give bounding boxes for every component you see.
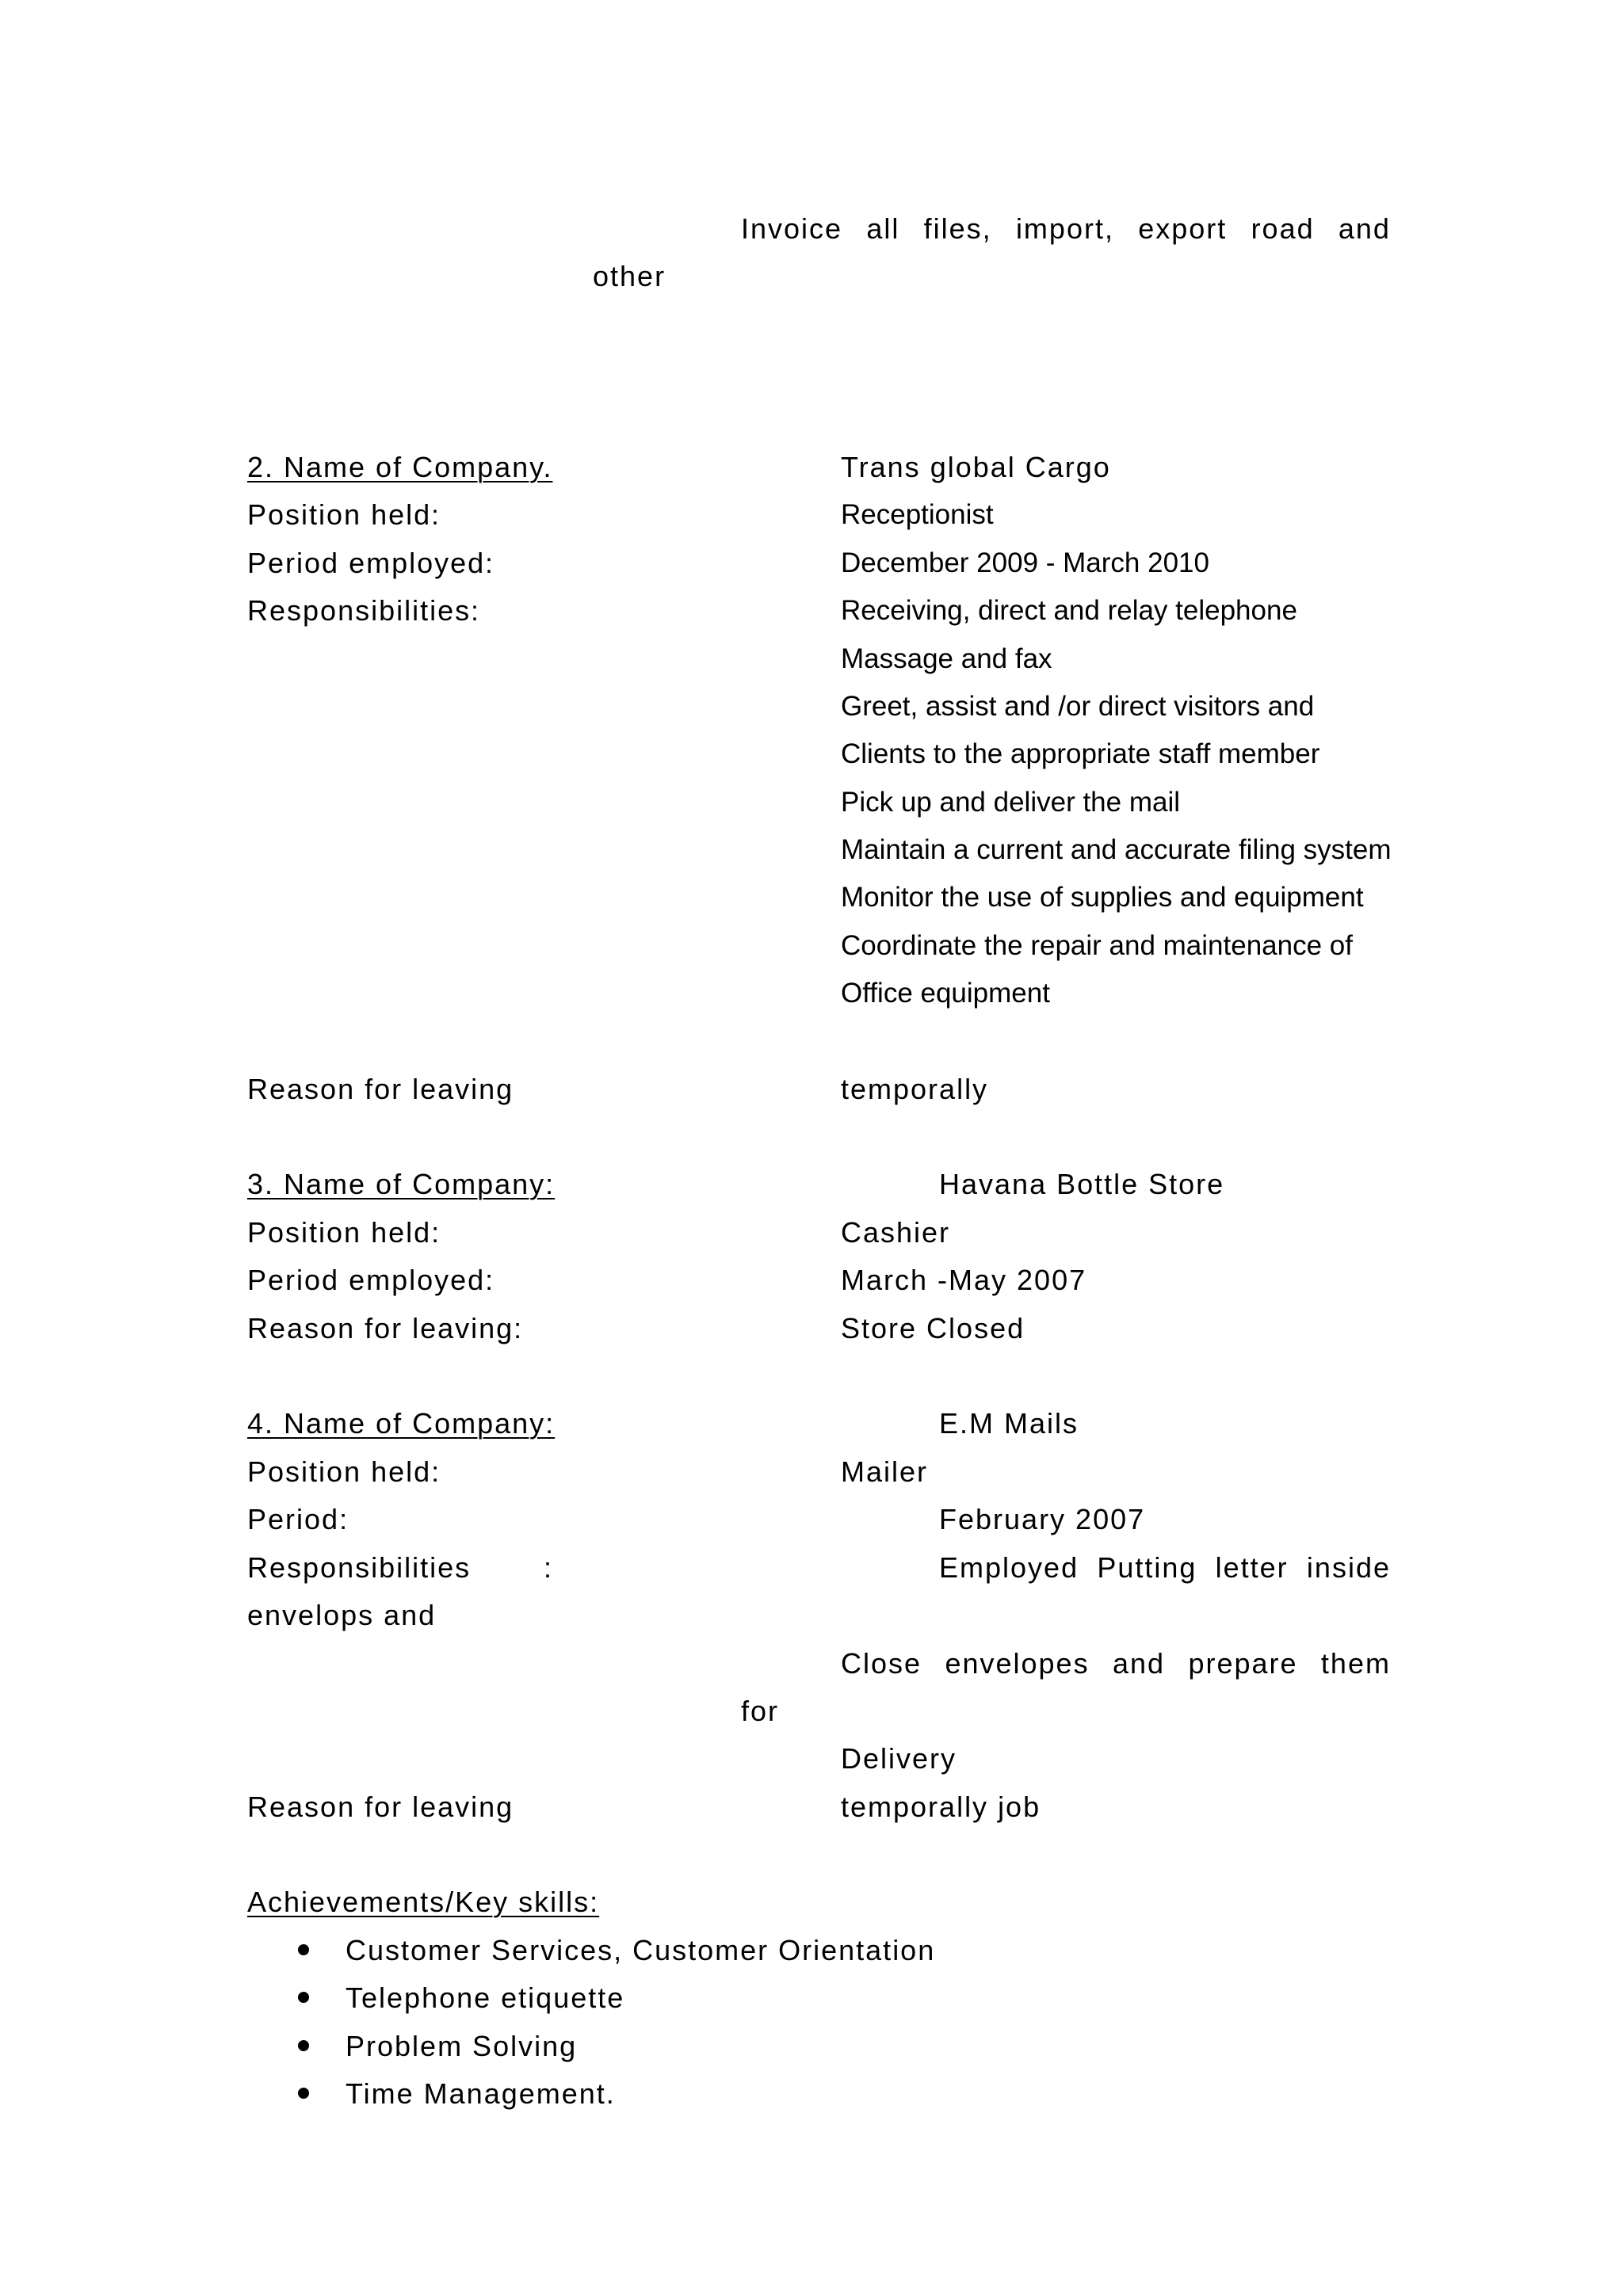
responsibility-item: Receiving, direct and relay telephone [841,595,1297,626]
responsibility-item: Monitor the use of supplies and equipment [841,882,1364,913]
skill-item: Telephone etiquette [346,1981,625,2014]
company4-position-value: Mailer [841,1455,929,1488]
bullet-icon [298,1992,309,2003]
invoice-word: files, [923,212,992,245]
invoice-word: road [1251,212,1315,245]
company2-resp-label [247,593,479,629]
company3-period-label: Period employed: [247,1264,495,1296]
label-text: Period employed [247,547,486,579]
company2-position-value: Receptionist [841,499,994,530]
bullet-icon [298,2040,309,2051]
invoice-word: Invoice [741,212,843,245]
skill-item: Time Management. [346,2077,616,2110]
company3-reason-label: Reason for leaving: [247,1312,524,1344]
responsibility-item: Greet, assist and /or direct visitors and [841,691,1315,722]
invoice-word: export [1138,212,1228,245]
skill-item: Customer Services, Customer Orientation [346,1934,936,1966]
label-colon: : [485,548,493,579]
responsibility-item: Clients to the appropriate staff member [841,738,1320,769]
invoice-word: import, [1015,212,1114,245]
company2-period-value: December 2009 - March 2010 [841,547,1209,578]
company3-period-value: March -May 2007 [841,1264,1087,1296]
company4-resp-line [841,1646,1391,1681]
responsibility-item: Pick up and deliver the mail [841,787,1180,818]
responsibility-item: Office equipment [841,978,1050,1009]
label-text: Position held [247,498,432,531]
label-text: Responsibilities [247,594,472,627]
company4-position-label: Position held: [247,1455,441,1488]
company2-reason-label: Reason for leaving [247,1073,514,1105]
invoice-word: and [1338,212,1391,245]
company4-resp-line: envelops and [247,1599,437,1631]
label-colon: : [471,596,479,627]
invoice-line [741,212,1391,246]
company2-period-label [247,546,493,582]
resp-word: Putting [1097,1551,1197,1584]
bullet-icon [298,2088,309,2099]
company2-reason-value: temporally [841,1073,989,1105]
company4-resp-label: Responsibilities [247,1551,472,1584]
company2-name: Trans global Cargo [841,451,1111,483]
invoice-word: all [866,212,900,245]
responsibility-item: Coordinate the repair and maintenance of [841,930,1353,961]
company4-resp-line: Delivery [841,1742,957,1775]
company4-resp-colon: : [544,1551,554,1584]
resp-word: envelopes [945,1647,1090,1680]
resp-word: inside [1306,1551,1391,1584]
resp-word: Employed [939,1551,1079,1584]
resp-word: them [1320,1647,1391,1680]
skill-item: Problem Solving [346,2030,578,2062]
achievements-heading: Achievements/Key skills: [247,1886,600,1918]
company2-position-label [247,498,439,533]
invoice-other: other [593,260,666,292]
company2-heading: 2. Name of Company. [247,451,553,483]
company3-name: Havana Bottle Store [939,1168,1225,1200]
company3-position-value: Cashier [841,1216,951,1249]
company4-period-label: Period: [247,1503,349,1535]
resp-word: letter [1215,1551,1289,1584]
label-colon: : [431,500,439,531]
company4-name: E.M Mails [939,1407,1079,1440]
resp-word: Close [841,1647,922,1680]
company3-reason-value: Store Closed [841,1312,1025,1344]
bullet-icon [298,1944,309,1955]
resp-word: prepare [1188,1647,1298,1680]
company4-period-value: February 2007 [939,1503,1146,1535]
company3-heading: 3. Name of Company: [247,1168,556,1200]
resp-word: and [1112,1647,1166,1680]
responsibility-item: Maintain a current and accurate filing system [841,834,1392,865]
company4-resp-line: for [741,1695,780,1727]
company4-resp-line [939,1550,1391,1585]
company4-heading: 4. Name of Company: [247,1407,556,1440]
responsibility-item: Massage and fax [841,643,1052,674]
company4-reason-label: Reason for leaving [247,1791,514,1823]
company3-position-label: Position held: [247,1216,441,1249]
company4-reason-value: temporally job [841,1791,1041,1823]
